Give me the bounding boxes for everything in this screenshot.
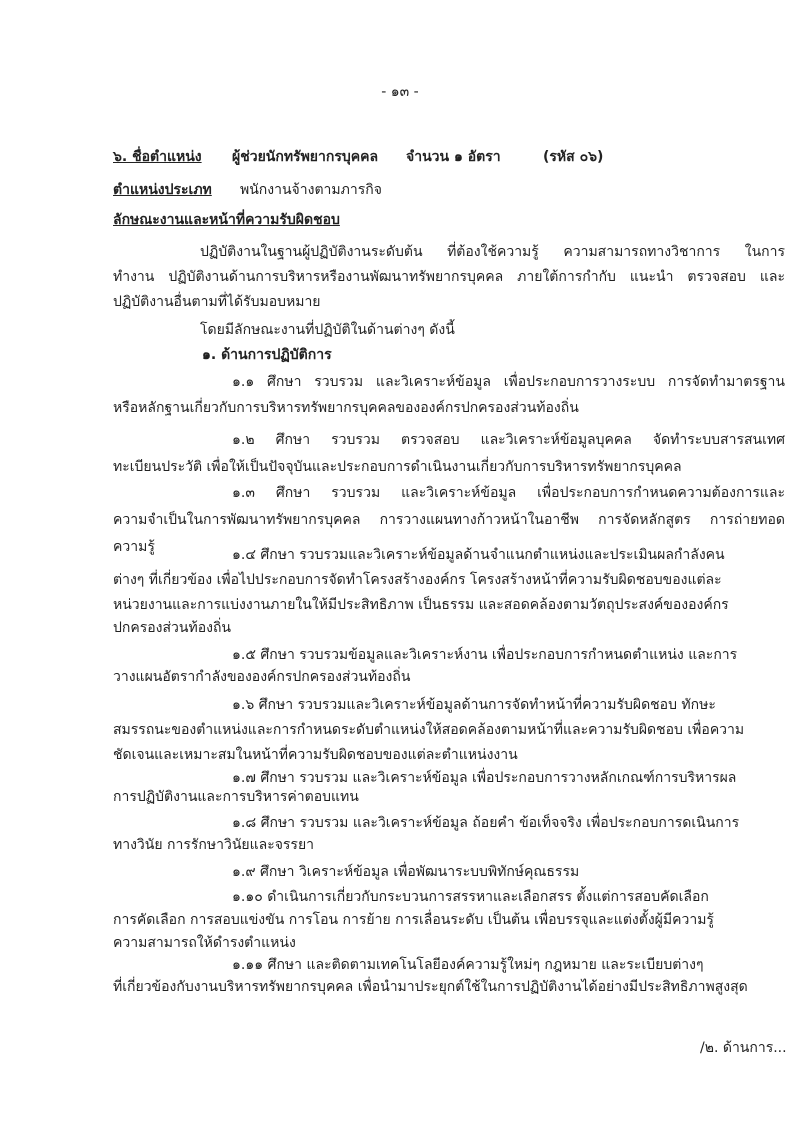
text-line: ๑.๑๐ ดำเนินการเกี่ยวกับกระบวนการสรรหาและเลือกสรร ตั้งแต่การสอบคัดเลือก bbox=[232, 889, 709, 905]
text-line: ความรู้ bbox=[113, 539, 155, 555]
text-line: ๑.๖ ศึกษา รวบรวมและวิเคราะห์ข้อมูลด้านการจัดทำหน้าที่ความรับผิดชอบ ทักษะ bbox=[232, 697, 716, 713]
position-count: จำนวน ๑ อัตรา bbox=[406, 149, 501, 165]
text-line: หน่วยงานและการแบ่งงานภายในให้มีประสิทธิภาพ เป็นธรรม และสอดคล้องตามวัตถุประสงค์ขององค์กร bbox=[113, 597, 729, 613]
text-line: ความสามารถให้ดำรงตำแหน่ง bbox=[113, 935, 296, 951]
text-line: ๑.๒ ศึกษา รวบรวม ตรวจสอบ และวิเคราะห์ข้อมูลบุคคล จัดทำระบบสารสนเทศ bbox=[232, 432, 785, 448]
duties-heading: ลักษณะงานและหน้าที่ความรับผิดชอบ bbox=[113, 212, 340, 228]
text-line: ๑.๔ ศึกษา รวบรวมและวิเคราะห์ข้อมูลด้านจำแนกตำแหน่งและประเมินผลกำลังคน bbox=[232, 547, 725, 563]
position-name: ผู้ช่วยนักทรัพยากรบุคคล bbox=[232, 149, 379, 165]
text-line: หรือหลักฐานเกี่ยวกับการบริหารทรัพยากรบุคคลขององค์กรปกครองส่วนท้องถิ่น bbox=[113, 400, 579, 416]
text-line: ๑.๕ ศึกษา รวบรวมข้อมูลและวิเคราะห์งาน เพื่อประกอบการกำหนดตำแหน่ง และการ bbox=[232, 647, 738, 663]
position-code: (รหัส ๐๖) bbox=[543, 149, 604, 165]
text-line: ๑.๑ ศึกษา รวบรวม และวิเคราะห์ข้อมูล เพื่อประกอบการวางระบบ การจัดทำมาตรฐาน bbox=[232, 374, 785, 390]
text-line: ๑.๓ ศึกษา รวบรวม และวิเคราะห์ข้อมูล เพื่อประกอบการกำหนดความต้องการและ bbox=[232, 485, 785, 501]
text-line: ทางวินัย การรักษาวินัยและจรรยา bbox=[113, 837, 315, 853]
text-line: ๑.๘ ศึกษา รวบรวม และวิเคราะห์ข้อมูล ถ้อยคำ ข้อเท็จจริง เพื่อประกอบการดเนินการ bbox=[232, 815, 740, 831]
text-line: ต่างๆ ที่เกี่ยวข้อง เพื่อไปประกอบการจัดทำโครงสร้างองค์กร โครงสร้างหน้าที่ความรับผิดชอบของแต่ละ bbox=[113, 572, 722, 588]
text-line: ๑.๙ ศึกษา วิเคราะห์ข้อมูล เพื่อพัฒนาระบบพิทักษ์คุณธรรม bbox=[232, 864, 580, 880]
intro-sentence: โดยมีลักษณะงานที่ปฏิบัติในด้านต่างๆ ดังนี้ bbox=[200, 322, 455, 338]
text-line: การคัดเลือก การสอบแข่งขัน การโอน การย้าย การเลื่อนระดับ เป็นต้น เพื่อบรรจุและแต่งตั้งผู้มีความรู้ bbox=[113, 912, 714, 928]
position-type-value: พนักงานจ้างตามภารกิจ bbox=[240, 182, 382, 198]
text-line: วางแผนอัตรากำลังขององค์กรปกครองส่วนท้องถิ่น bbox=[113, 669, 411, 685]
text-line: ปฏิบัติงานในฐานผู้ปฏิบัติงานระดับต้น ที่ต้องใช้ความรู้ ความสามารถทางวิชาการ ในการ bbox=[200, 244, 785, 260]
text-line: ชัดเจนและเหมาะสมในหน้าที่ความรับผิดชอบของแต่ละตำแหน่งงาน bbox=[113, 747, 518, 763]
text-line: ทำงาน ปฏิบัติงานด้านการบริหารหรืองานพัฒนาทรัพยากรบุคคล ภายใต้การกำกับ แนะนำ ตรวจสอบ และ bbox=[113, 269, 785, 285]
position-type-label: ตำแหน่งประเภท bbox=[113, 182, 212, 198]
text-line: ที่เกี่ยวข้องกับงานบริหารทรัพยากรบุคคล เพื่อนำมาประยุกต์ใช้ในการปฏิบัติงานได้อย่างมีประสิทธิภาพสูงสุด bbox=[113, 979, 748, 995]
text-line: ความจำเป็นในการพัฒนาทรัพยากรบุคคล การวางแผนทางก้าวหน้าในอาชีพ การจัดหลักสูตร การถ่ายทอด bbox=[113, 512, 785, 528]
position-label: ๖. ชื่อตำแหน่ง bbox=[113, 149, 202, 165]
section-heading: ๑. ด้านการปฏิบัติการ bbox=[202, 347, 332, 363]
page-number: - ๑๓ - bbox=[381, 84, 419, 100]
text-line: ปกครองส่วนท้องถิ่น bbox=[113, 620, 231, 636]
text-line: การปฏิบัติงานและการบริหารค่าตอบแทน bbox=[113, 789, 359, 805]
text-line: สมรรถนะของตำแหน่งและการกำหนดระดับตำแหน่งให้สอดคล้องตามหน้าที่และความรับผิดชอบ เพื่อความ bbox=[113, 722, 745, 738]
continuation-note: /๒. ด้านการ... bbox=[700, 1040, 787, 1056]
text-line: ปฏิบัติงานอื่นตามที่ได้รับมอบหมาย bbox=[113, 294, 321, 310]
text-line: ทะเบียนประวัติ เพื่อให้เป็นปัจจุบันและประกอบการดำเนินงานเกี่ยวกับการบริหารทรัพยากรบุคคล bbox=[113, 459, 682, 475]
text-line: ๑.๑๑ ศึกษา และติดตามเทคโนโลยีองค์ความรู้ใหม่ๆ กฎหมาย และระเบียบต่างๆ bbox=[232, 957, 704, 973]
text-line: ๑.๗ ศึกษา รวบรวม และวิเคราะห์ข้อมูล เพื่อประกอบการวางหลักเกณฑ์การบริหารผล bbox=[232, 770, 737, 786]
